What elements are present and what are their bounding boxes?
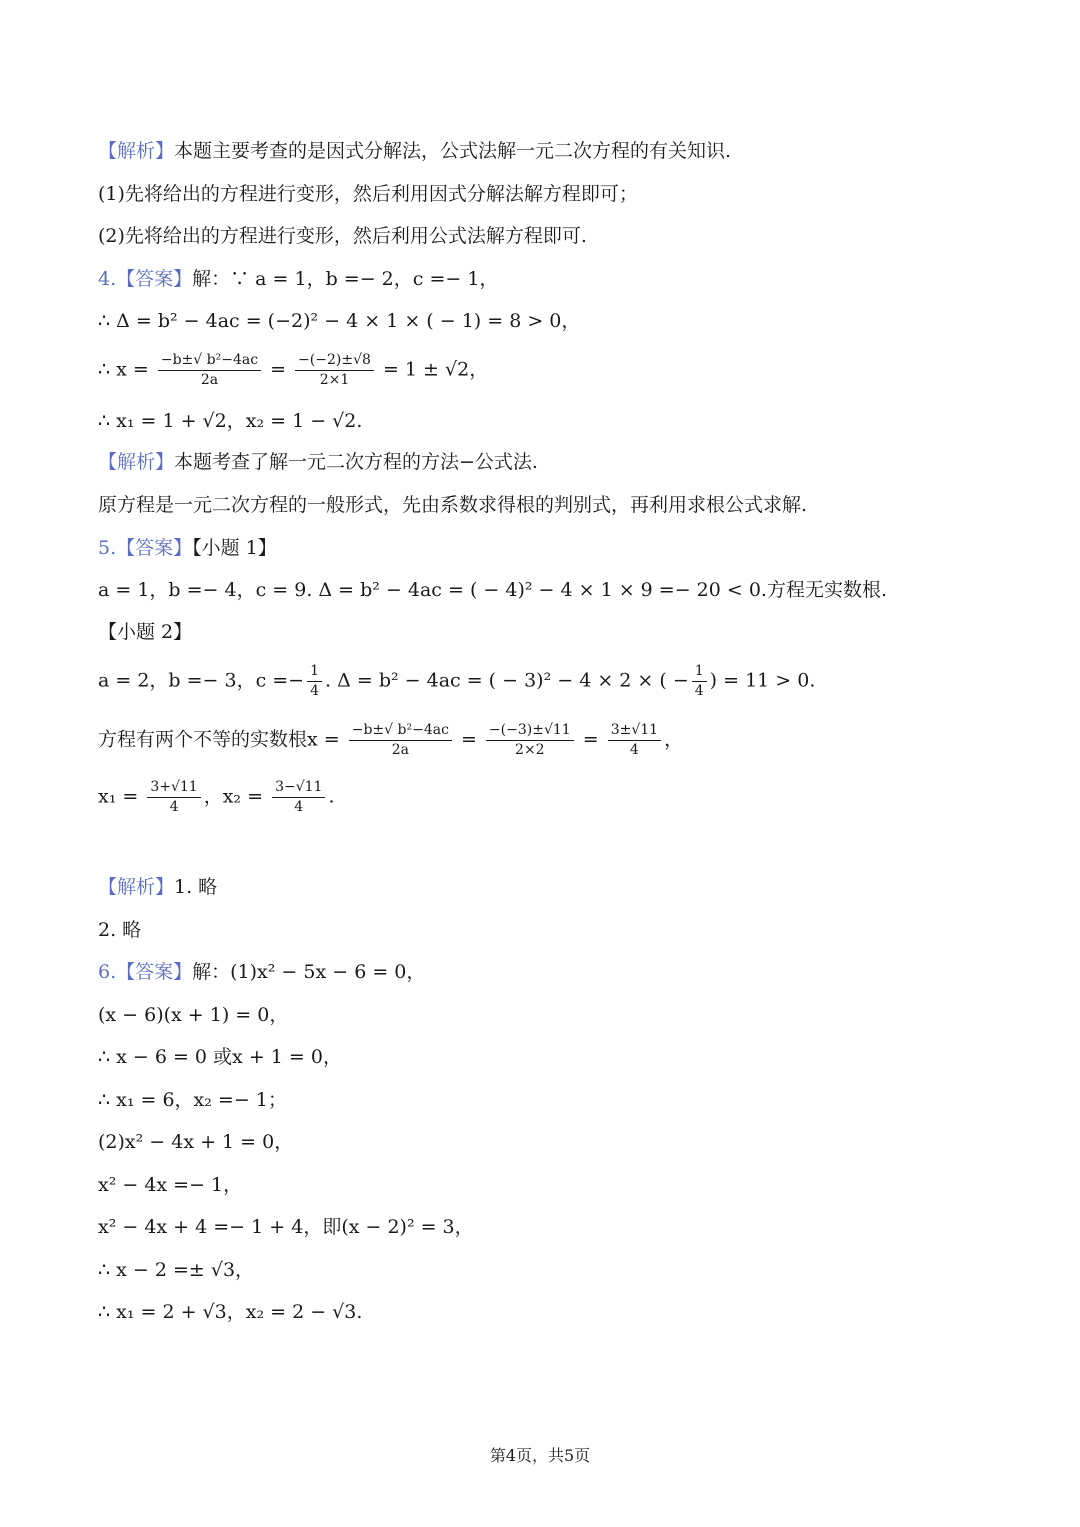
q5-roots-end: . [328, 785, 335, 808]
q5-x1-numerator: 3+√11 [147, 779, 200, 798]
q5-x1-denominator: 4 [169, 798, 179, 815]
q5-x2-fraction [272, 779, 325, 816]
q5-analysis-line [98, 877, 217, 899]
q4-fraction-1-denominator: 2a [200, 371, 219, 388]
q4-formula-prefix: ∴ x = [98, 358, 155, 381]
q5-sub2-fraction-1-numerator: 1 [307, 663, 322, 682]
q6-answer-tag: 6.【答案】 [98, 961, 193, 983]
q4-fraction-2-denominator: 2×1 [319, 371, 350, 388]
q5-roots-fraction-2-denominator: 2×2 [515, 741, 545, 758]
q6-step-e: (2)x² − 4x + 1 = 0， [98, 1131, 294, 1153]
q5-sub2-fraction-2-numerator: 1 [692, 663, 707, 682]
q5-roots-fraction-1-denominator: 2a [391, 741, 409, 758]
q4-answer-tag: 4.【答案】 [98, 268, 193, 290]
q6-step-b: (x − 6)(x + 1) = 0， [98, 1004, 289, 1026]
q5-roots-fraction-3-numerator: 3±√11 [608, 722, 661, 741]
q4-formula-result: = 1 ± √2， [376, 358, 489, 381]
q5-answer-tag: 5.【答案】 [98, 537, 193, 559]
q4-analysis-text: 本题考查了解一元二次方程的方法−公式法. [174, 451, 538, 473]
q5-analysis-tag: 【解析】 [98, 876, 175, 898]
analysis-line-1 [98, 141, 731, 163]
q4-answer-text: 解：∵ a = 1，b =− 2，c =− 1， [192, 268, 499, 290]
q5-roots-fraction-2-numerator: −(−3)±√11 [486, 722, 574, 741]
q5-roots-fraction-1-numerator: −b±√ b²−4ac [349, 722, 452, 741]
q4-analysis-tag: 【解析】 [98, 451, 175, 473]
q5-subquestion-1: 【小题 1】 [192, 537, 277, 559]
q5-x1-fraction [147, 779, 200, 816]
q5-sub2-solution [98, 663, 815, 700]
q5-x1-prefix: x₁ = [98, 785, 145, 808]
q4-fraction-1 [158, 352, 261, 389]
q5-sub2-result: ) = 11 > 0. [709, 669, 816, 692]
q4-fraction-2 [295, 352, 374, 389]
q6-answer-text: 解：(1)x² − 5x − 6 = 0， [192, 961, 426, 983]
q5-x2-prefix: ，x₂ = [203, 785, 270, 808]
analysis-line-3: (2)先将给出的方程进行变形，然后利用公式法解方程即可. [98, 225, 587, 247]
q5-roots-fraction-1 [349, 722, 452, 759]
q5-sub2-prefix: a = 2，b =− 3，c =− [98, 669, 305, 692]
q6-step-f: x² − 4x =− 1， [98, 1174, 243, 1196]
q5-roots-formula [98, 722, 683, 759]
q6-step-d: ∴ x₁ = 6，x₂ =− 1； [98, 1089, 287, 1111]
q5-sub2-fraction-2-denominator: 4 [694, 682, 704, 699]
analysis-tag: 【解析】 [98, 140, 175, 162]
q5-roots-prefix: 方程有两个不等的实数根x = [98, 728, 346, 751]
q5-roots-equals-2: = [576, 728, 605, 751]
q6-step-c: ∴ x − 6 = 0 或x + 1 = 0， [98, 1046, 342, 1068]
q5-analysis-line-2: 2. 略 [98, 919, 142, 941]
q4-equals: = [264, 358, 293, 381]
analysis-line-2: (1)先将给出的方程进行变形，然后利用因式分解法解方程即可； [98, 183, 638, 205]
q5-roots-equals-1: = [454, 728, 483, 751]
q4-roots: ∴ x₁ = 1 + √2，x₂ = 1 − √2. [98, 410, 363, 432]
q4-analysis-line-2: 原方程是一元二次方程的一般形式，先由系数求得根的判别式，再利用求根公式求解. [98, 494, 808, 516]
q6-answer-line [98, 962, 425, 984]
q5-analysis-text: 1. 略 [174, 876, 218, 898]
q5-roots-suffix: ， [664, 728, 684, 751]
q5-x2-numerator: 3−√11 [272, 779, 325, 798]
q4-answer-line [98, 269, 498, 291]
q4-formula [98, 352, 488, 389]
q5-sub1-solution: a = 1，b =− 4，c = 9. Δ = b² − 4ac = ( − 4)² − 4 × 1 × 9 =− 20 < 0.方程无实数根. [98, 579, 888, 601]
q5-x2-denominator: 4 [294, 798, 304, 815]
q5-sub2-fraction-2 [692, 663, 707, 700]
analysis-text: 本题主要考查的是因式分解法，公式法解一元二次方程的有关知识. [174, 140, 732, 162]
q4-analysis-line [98, 452, 538, 474]
q6-step-i: ∴ x₁ = 2 + √3，x₂ = 2 − √3. [98, 1301, 363, 1323]
q4-discriminant: ∴ Δ = b² − 4ac = (−2)² − 4 × 1 × ( − 1) = 8 > 0， [98, 310, 581, 332]
q4-fraction-2-numerator: −(−2)±√8 [295, 352, 374, 371]
q5-sub2-middle: . Δ = b² − 4ac = ( − 3)² − 4 × 2 × ( − [325, 669, 689, 692]
q5-roots-values [98, 779, 334, 816]
q5-roots-fraction-3-denominator: 4 [629, 741, 639, 758]
q4-fraction-1-numerator: −b±√ b²−4ac [158, 352, 261, 371]
q5-subquestion-2: 【小题 2】 [98, 621, 193, 643]
q5-answer-line [98, 538, 277, 560]
q5-roots-fraction-3 [608, 722, 661, 759]
page-footer: 第4页，共5页 [489, 1446, 591, 1465]
q5-sub2-fraction-1-denominator: 4 [310, 682, 320, 699]
q6-step-g: x² − 4x + 4 =− 1 + 4，即(x − 2)² = 3， [98, 1216, 474, 1238]
q5-sub2-fraction-1 [307, 663, 322, 700]
q5-roots-fraction-2 [486, 722, 574, 759]
q6-step-h: ∴ x − 2 =± √3， [98, 1259, 255, 1281]
